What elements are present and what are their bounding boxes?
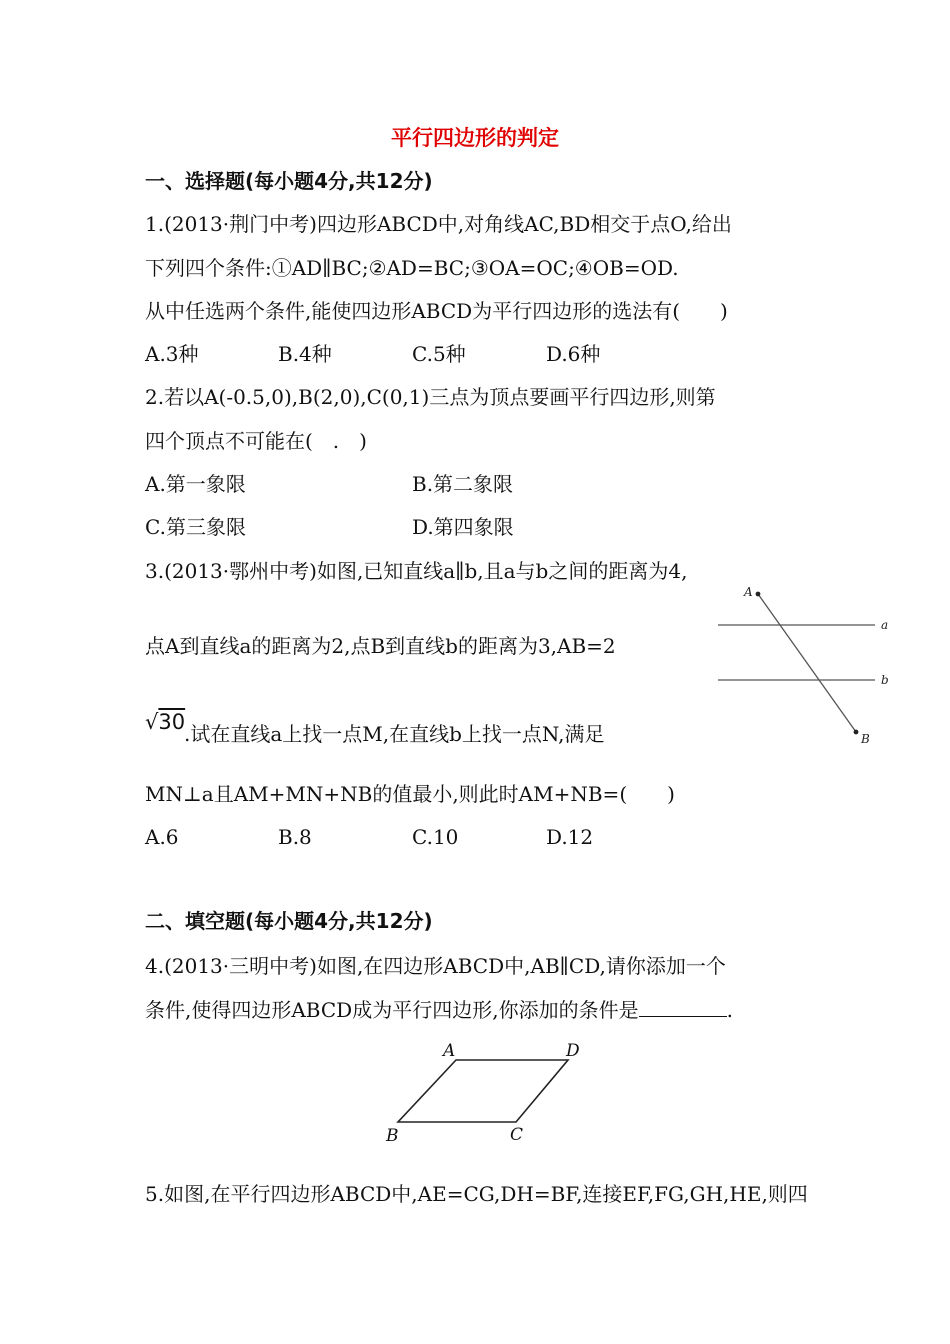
q1-line2: 下列四个条件:①AD∥BC;②AD=BC;③OA=OC;④OB=OD. — [145, 256, 679, 280]
q1-option-c: C.5种 — [412, 342, 466, 366]
label-vertex-d: D — [566, 1041, 580, 1061]
point-a-dot — [756, 592, 761, 597]
q1-option-d: D.6种 — [546, 342, 601, 366]
label-vertex-a: A — [443, 1041, 456, 1061]
q4-line2: 条件,使得四边形ABCD成为平行四边形,你添加的条件是 — [145, 998, 639, 1022]
answer-blank[interactable] — [639, 998, 727, 1017]
q3-option-c: C.10 — [412, 825, 459, 849]
q3-line4: MN⊥a且AM+MN+NB的值最小,则此时AM+NB=( ) — [145, 782, 675, 806]
q2-line2: 四个顶点不可能在( . ) — [145, 429, 367, 453]
q2-line1: 2.若以A(-0.5,0),B(2,0),C(0,1)三点为顶点要画平行四边形,则第 — [145, 385, 716, 409]
q3-line2: 点A到直线a的距离为2,点B到直线b的距离为3,AB=2 — [145, 634, 616, 658]
q1-option-b: B.4种 — [278, 342, 332, 366]
section-heading-fill: 二、填空题(每小题4分,共12分) — [145, 909, 433, 933]
point-b-dot — [854, 730, 859, 735]
q5-line1: 5.如图,在平行四边形ABCD中,AE=CG,DH=BF,连接EF,FG,GH,HE,则四 — [145, 1182, 808, 1206]
q4-line1: 4.(2013·三明中考)如图,在四边形ABCD中,AB∥CD,请你添加一个 — [145, 954, 726, 978]
label-line-a: a — [881, 618, 889, 632]
q2-option-d: D.第四象限 — [412, 515, 514, 539]
q1-option-a: A.3种 — [145, 342, 199, 366]
section-heading-choice: 一、选择题(每小题4分,共12分) — [145, 169, 433, 193]
q3-figure — [710, 580, 900, 750]
label-line-b: b — [881, 673, 889, 687]
q1-line3: 从中任选两个条件,能使四边形ABCD为平行四边形的选法有( ) — [145, 299, 728, 323]
label-vertex-c: C — [510, 1125, 524, 1145]
q3-option-d: D.12 — [546, 825, 594, 849]
segment-ab — [758, 594, 856, 732]
sqrt-30 — [145, 710, 185, 734]
label-vertex-b: B — [386, 1126, 399, 1146]
q2-option-c: C.第三象限 — [145, 515, 246, 539]
label-point-a: A — [744, 585, 753, 599]
label-point-b: B — [861, 732, 870, 746]
q2-option-b: B.第二象限 — [412, 472, 514, 496]
q3-option-a: A.6 — [145, 825, 179, 849]
sqrt-radicand: 30 — [158, 710, 186, 734]
q3-line1: 3.(2013·鄂州中考)如图,已知直线a∥b,且a与b之间的距离为4, — [145, 559, 688, 583]
q4-line2-wrap — [145, 997, 733, 1023]
q3-line3: .试在直线a上找一点M,在直线b上找一点N,满足 — [184, 722, 605, 746]
page-title: 平行四边形的判定 — [391, 126, 559, 150]
q4-line2-end: . — [726, 998, 733, 1022]
q4-figure — [380, 1038, 590, 1148]
sqrt-sign: √ — [145, 710, 159, 734]
parallelogram-abcd — [398, 1060, 568, 1122]
q3-option-b: B.8 — [278, 825, 312, 849]
q1-line1: 1.(2013·荆门中考)四边形ABCD中,对角线AC,BD相交于点O,给出 — [145, 212, 732, 236]
q2-option-a: A.第一象限 — [145, 472, 246, 496]
